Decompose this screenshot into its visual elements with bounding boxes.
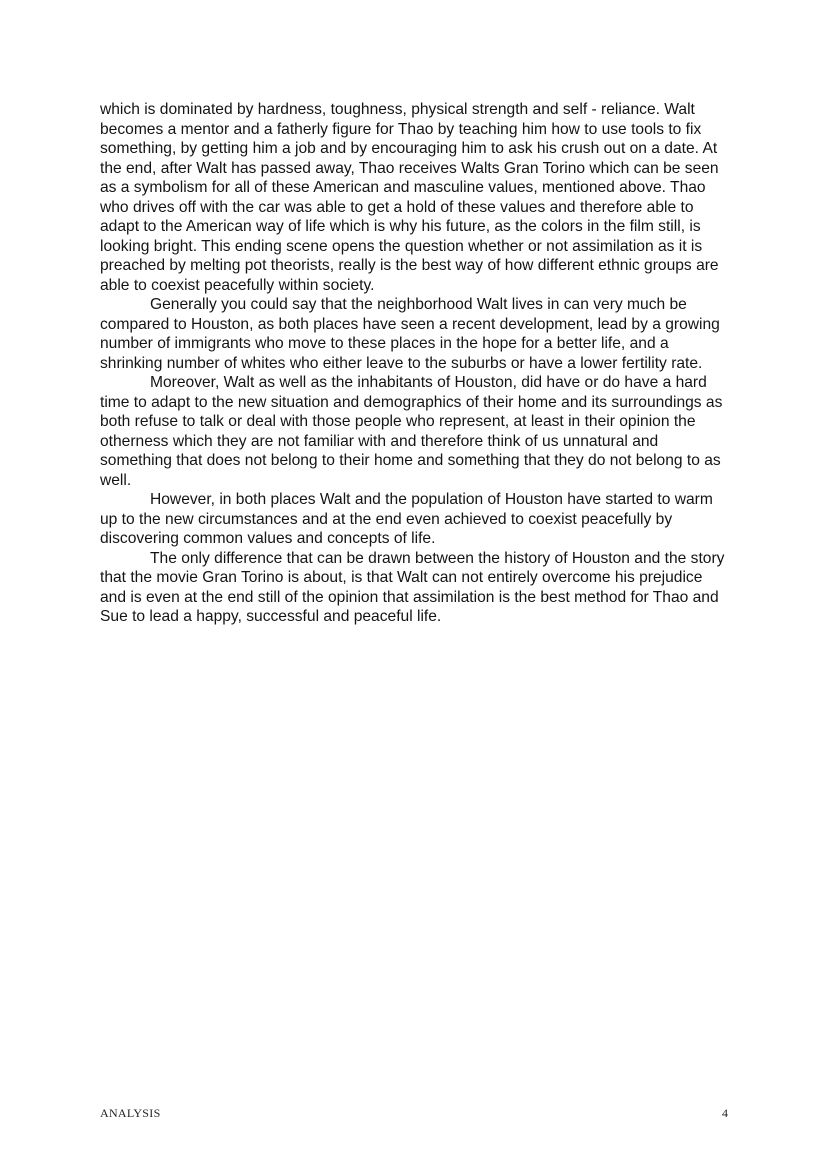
paragraph-5: The only difference that can be drawn between the history of Houston and the story that the movie Gran Torino is about, is that Walt can not entirely overcome his prejudice and is even at the end still of the opinion that assimilation is the best method for Thao and Sue to lead a happy, successful and peaceful life. — [100, 549, 725, 625]
paragraph-1: which is dominated by hardness, toughness, physical strength and self - reliance. Walt becomes a mentor and a fatherly figure for Thao by teaching him how to use tools to fix something, by getting him a job and by encouraging him to ask his crush out on a date. At the end, after Walt has passed away, Thao receives Walts Gran Torino which can be seen as a symbolism for all of these American and masculine values, mentioned above. Thao who drives off with the car was able to get a hold of these values and therefore able to adapt to the American way of life which is why his future, as the colors in the film still, is looking bright. This ending scene opens the question whether or not assimilation as it is preached by melting pot theorists, really is the best way of how different ethnic groups are able to coexist peacefully within society. — [100, 101, 719, 294]
paragraph-3: Moreover, Walt as well as the inhabitants of Houston, did have or do have a hard time to adapt to the new situation and demographics of their home and its surroundings as both refuse to talk or deal with those people who represent, at least in their opinion the otherness which they are not familiar with and therefore think of us unnatural and something that does not belong to their home and something that they do not belong to as well. — [100, 374, 723, 489]
paragraph-4: However, in both places Walt and the population of Houston have started to warm up to the new circumstances and at the end even achieved to coexist peacefully by discovering common values and concepts of life. — [100, 491, 713, 547]
body-text — [100, 100, 732, 627]
footer-running-title: ANALYSIS — [100, 1106, 161, 1120]
paragraph-2: Generally you could say that the neighborhood Walt lives in can very much be compared to Houston, as both places have seen a recent development, lead by a growing number of immigrants who move to these places in the hope for a better life, and a shrinking number of whites who either leave to the suburbs or have a lower fertility rate. — [100, 296, 720, 372]
footer-page-number: 4 — [722, 1106, 728, 1120]
